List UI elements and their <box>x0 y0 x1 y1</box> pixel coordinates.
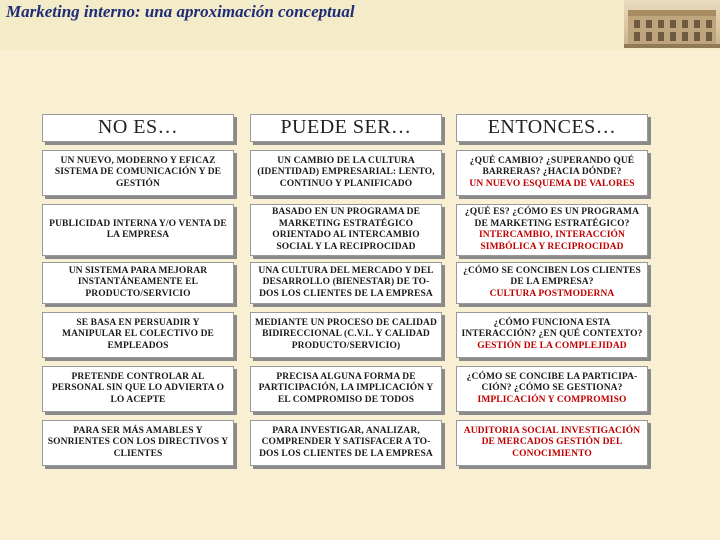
page-title: Marketing interno: una aproximación conceptual <box>6 2 355 21</box>
entonces-answer: AUDITORIA SOCIAL INVESTIGACIÓN DE MERCADOS GESTIÓN DEL CONOCIMIENTO <box>463 425 641 459</box>
no-es-text: PUBLICIDAD INTERNA Y/O VENTA DE LA EMPRESA <box>49 218 227 240</box>
entonces-question: ¿CÓMO SE CONCIBEN LOS CLIENTES DE LA EMPRESA? <box>463 265 641 288</box>
no-es-text: UN NUEVO, MODERNO Y EFICAZ SISTEMA DE COMUNICACIÓN Y DE GESTIÓN <box>54 155 222 189</box>
entonces-content <box>457 266 647 301</box>
no-es-text: PARA SER MÁS AMABLES Y SONRIENTES CON LOS DIRECTIVOS Y CLIENTES <box>47 425 229 459</box>
entonces-question: ¿CÓMO FUNCIONA ESTA INTERACCIÓN? ¿EN QUÉ CONTEXTO? <box>461 317 643 340</box>
column-header-puede-ser-label: PUEDE SER… <box>280 116 412 139</box>
puede-ser-text: PARA INVESTIGAR, ANALIZAR, COMPRENDER Y SATISFACER A TO-DOS LOS CLIENTES DE LA EMPRESA <box>259 425 433 459</box>
building-illustration <box>624 0 720 48</box>
puede-ser-text: UN CAMBIO DE LA CULTURA (IDENTIDAD) EMPRESARIAL: LENTO, CONTINUO Y PLANIFICADO <box>257 155 435 189</box>
puede-ser-cell <box>250 204 442 256</box>
entonces-content <box>457 426 647 461</box>
no-es-cell <box>42 366 234 412</box>
column-header-entonces <box>456 114 648 142</box>
no-es-cell <box>42 312 234 358</box>
entonces-cell <box>456 420 648 466</box>
no-es-cell <box>42 150 234 196</box>
entonces-cell <box>456 312 648 358</box>
puede-ser-text: MEDIANTE UN PROCESO DE CALIDAD BIDIRECCIONAL (C.V.I.. Y CALIDAD PRODUCTO/SERVICIO) <box>255 317 437 351</box>
entonces-question: ¿CÓMO SE CONCIBE LA PARTICIPA-CIÓN? ¿CÓMO SE GESTIONA? <box>466 371 638 394</box>
entonces-cell <box>456 150 648 196</box>
no-es-cell <box>42 420 234 466</box>
entonces-content <box>457 318 647 353</box>
no-es-text: SE BASA EN PERSUADIR Y MANIPULAR EL COLECTIVO DE EMPLEADOS <box>62 317 214 351</box>
column-header-no-es-label: NO ES… <box>97 116 179 139</box>
entonces-answer: IMPLICACIÓN Y COMPROMISO <box>477 394 627 405</box>
entonces-answer: INTERCAMBIO, INTERACCIÓN SIMBÓLICA Y RECIPROCIDAD <box>479 230 625 252</box>
entonces-answer: CULTURA POSTMODERNA <box>489 288 615 299</box>
puede-ser-cell <box>250 366 442 412</box>
column-header-puede-ser <box>250 114 442 142</box>
column-header-entonces-label: ENTONCES… <box>487 116 617 139</box>
entonces-cell <box>456 262 648 304</box>
puede-ser-cell <box>250 312 442 358</box>
entonces-cell <box>456 204 648 256</box>
entonces-content <box>457 156 647 191</box>
entonces-question: ¿QUÉ CAMBIO? ¿SUPERANDO QUÉ BARRERAS? ¿HACIA DÓNDE? <box>469 155 635 178</box>
entonces-answer: GESTIÓN DE LA COMPLEJIDAD <box>477 340 627 351</box>
puede-ser-cell <box>250 262 442 304</box>
no-es-text: PRETENDE CONTROLAR AL PERSONAL SIN QUE LO ADVIERTA O LO ACEPTE <box>51 371 225 405</box>
puede-ser-cell <box>250 150 442 196</box>
entonces-answer: UN NUEVO ESQUEMA DE VALORES <box>469 178 635 189</box>
no-es-text: UN SISTEMA PARA MEJORAR INSTANTÁNEAMENTE EL PRODUCTO/SERVICIO <box>68 265 208 299</box>
no-es-cell <box>42 204 234 256</box>
puede-ser-cell <box>250 420 442 466</box>
no-es-cell <box>42 262 234 304</box>
building-logo-image <box>624 0 720 48</box>
puede-ser-text: UNA CULTURA DEL MERCADO Y DEL DESARROLLO (BIENESTAR) DE TO-DOS LOS CLIENTES DE LA EMPRESA <box>258 265 434 299</box>
column-header-no-es <box>42 114 234 142</box>
puede-ser-text: PRECISA ALGUNA FORMA DE PARTICIPACIÓN, LA IMPLICACIÓN Y EL COMPROMISO DE TODOS <box>258 371 434 405</box>
entonces-cell <box>456 366 648 412</box>
entonces-content <box>457 372 647 407</box>
puede-ser-text: BASADO EN UN PROGRAMA DE MARKETING ESTRATÉGICO ORIENTADO AL INTERCAMBIO SOCIAL Y LA RECIPROCIDAD <box>271 207 421 252</box>
entonces-content <box>457 207 647 253</box>
entonces-question: ¿QUÉ ES? ¿CÓMO ES UN PROGRAMA DE MARKETING ESTRATÉGICO? <box>464 207 640 229</box>
